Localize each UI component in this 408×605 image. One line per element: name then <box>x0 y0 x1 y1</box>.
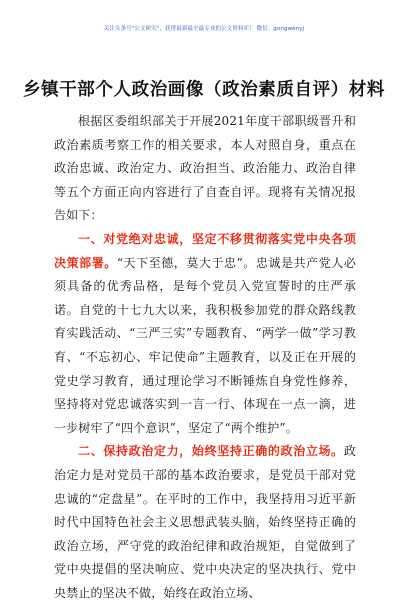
section-2-paragraph <box>54 440 356 605</box>
section-2-text: 政治定力是对党员干部的基本政治要求，是党员干部对党忠诚的“定盘星”。在平时的工作中，我坚持用习近平新时代中国特色社会主义思想武装头脑，始终坚持正确的政治立场，严守党的政治纪律和政治规矩，自觉做到了党中央提倡的坚决响应、党中央决定的坚决执行、党中央禁止的坚决不做，始终在政治立场、 <box>54 444 356 600</box>
intro-paragraph: 根据区委组织部关于开展2021年度干部职级晋升和政治素质考察工作的相关要求，本人对照自身，重点在政治忠诚、政治定力、政治担当、政治能力、政治自律等五个方面正向内容进行了自查自评。现将有关情况报告如下： <box>54 114 356 223</box>
header-promo-note: 关注头条号"公文研究"，获得最新最全最专业的公文资料库！ 微信：gongwenyj <box>103 26 305 32</box>
section-2-heading: 二、保持政治定力，始终坚持正确的政治立场。 <box>78 444 344 459</box>
document-body <box>54 110 356 605</box>
document-title: 乡镇干部个人政治画像（政治素质自评）材料 <box>23 80 385 100</box>
section-1-paragraph <box>54 228 356 440</box>
section-1-text: “天下至德，莫大于忠”。忠诚是共产党人必须具备的优秀品格，是每个党员入党宣誓时的庄严承诺。自党的十七九大以来，我积极参加党的群众路线教育实践活动、“三严三实”专题教育、“两学一做”学习教育、“不忘初心、牢记使命”主题教育，以及正在开展的党史学习教育，通过理论学习不断锤炼自身党性修养，坚持将对党忠诚落实到一言一行、体现在一点一滴，进一步树牢了“四个意识”，坚定了“两个维护”。 <box>54 255 356 435</box>
section-1-heading: 一、对党绝对忠诚，坚定不移贯彻落实党中央各项决策部署。 <box>54 231 356 270</box>
